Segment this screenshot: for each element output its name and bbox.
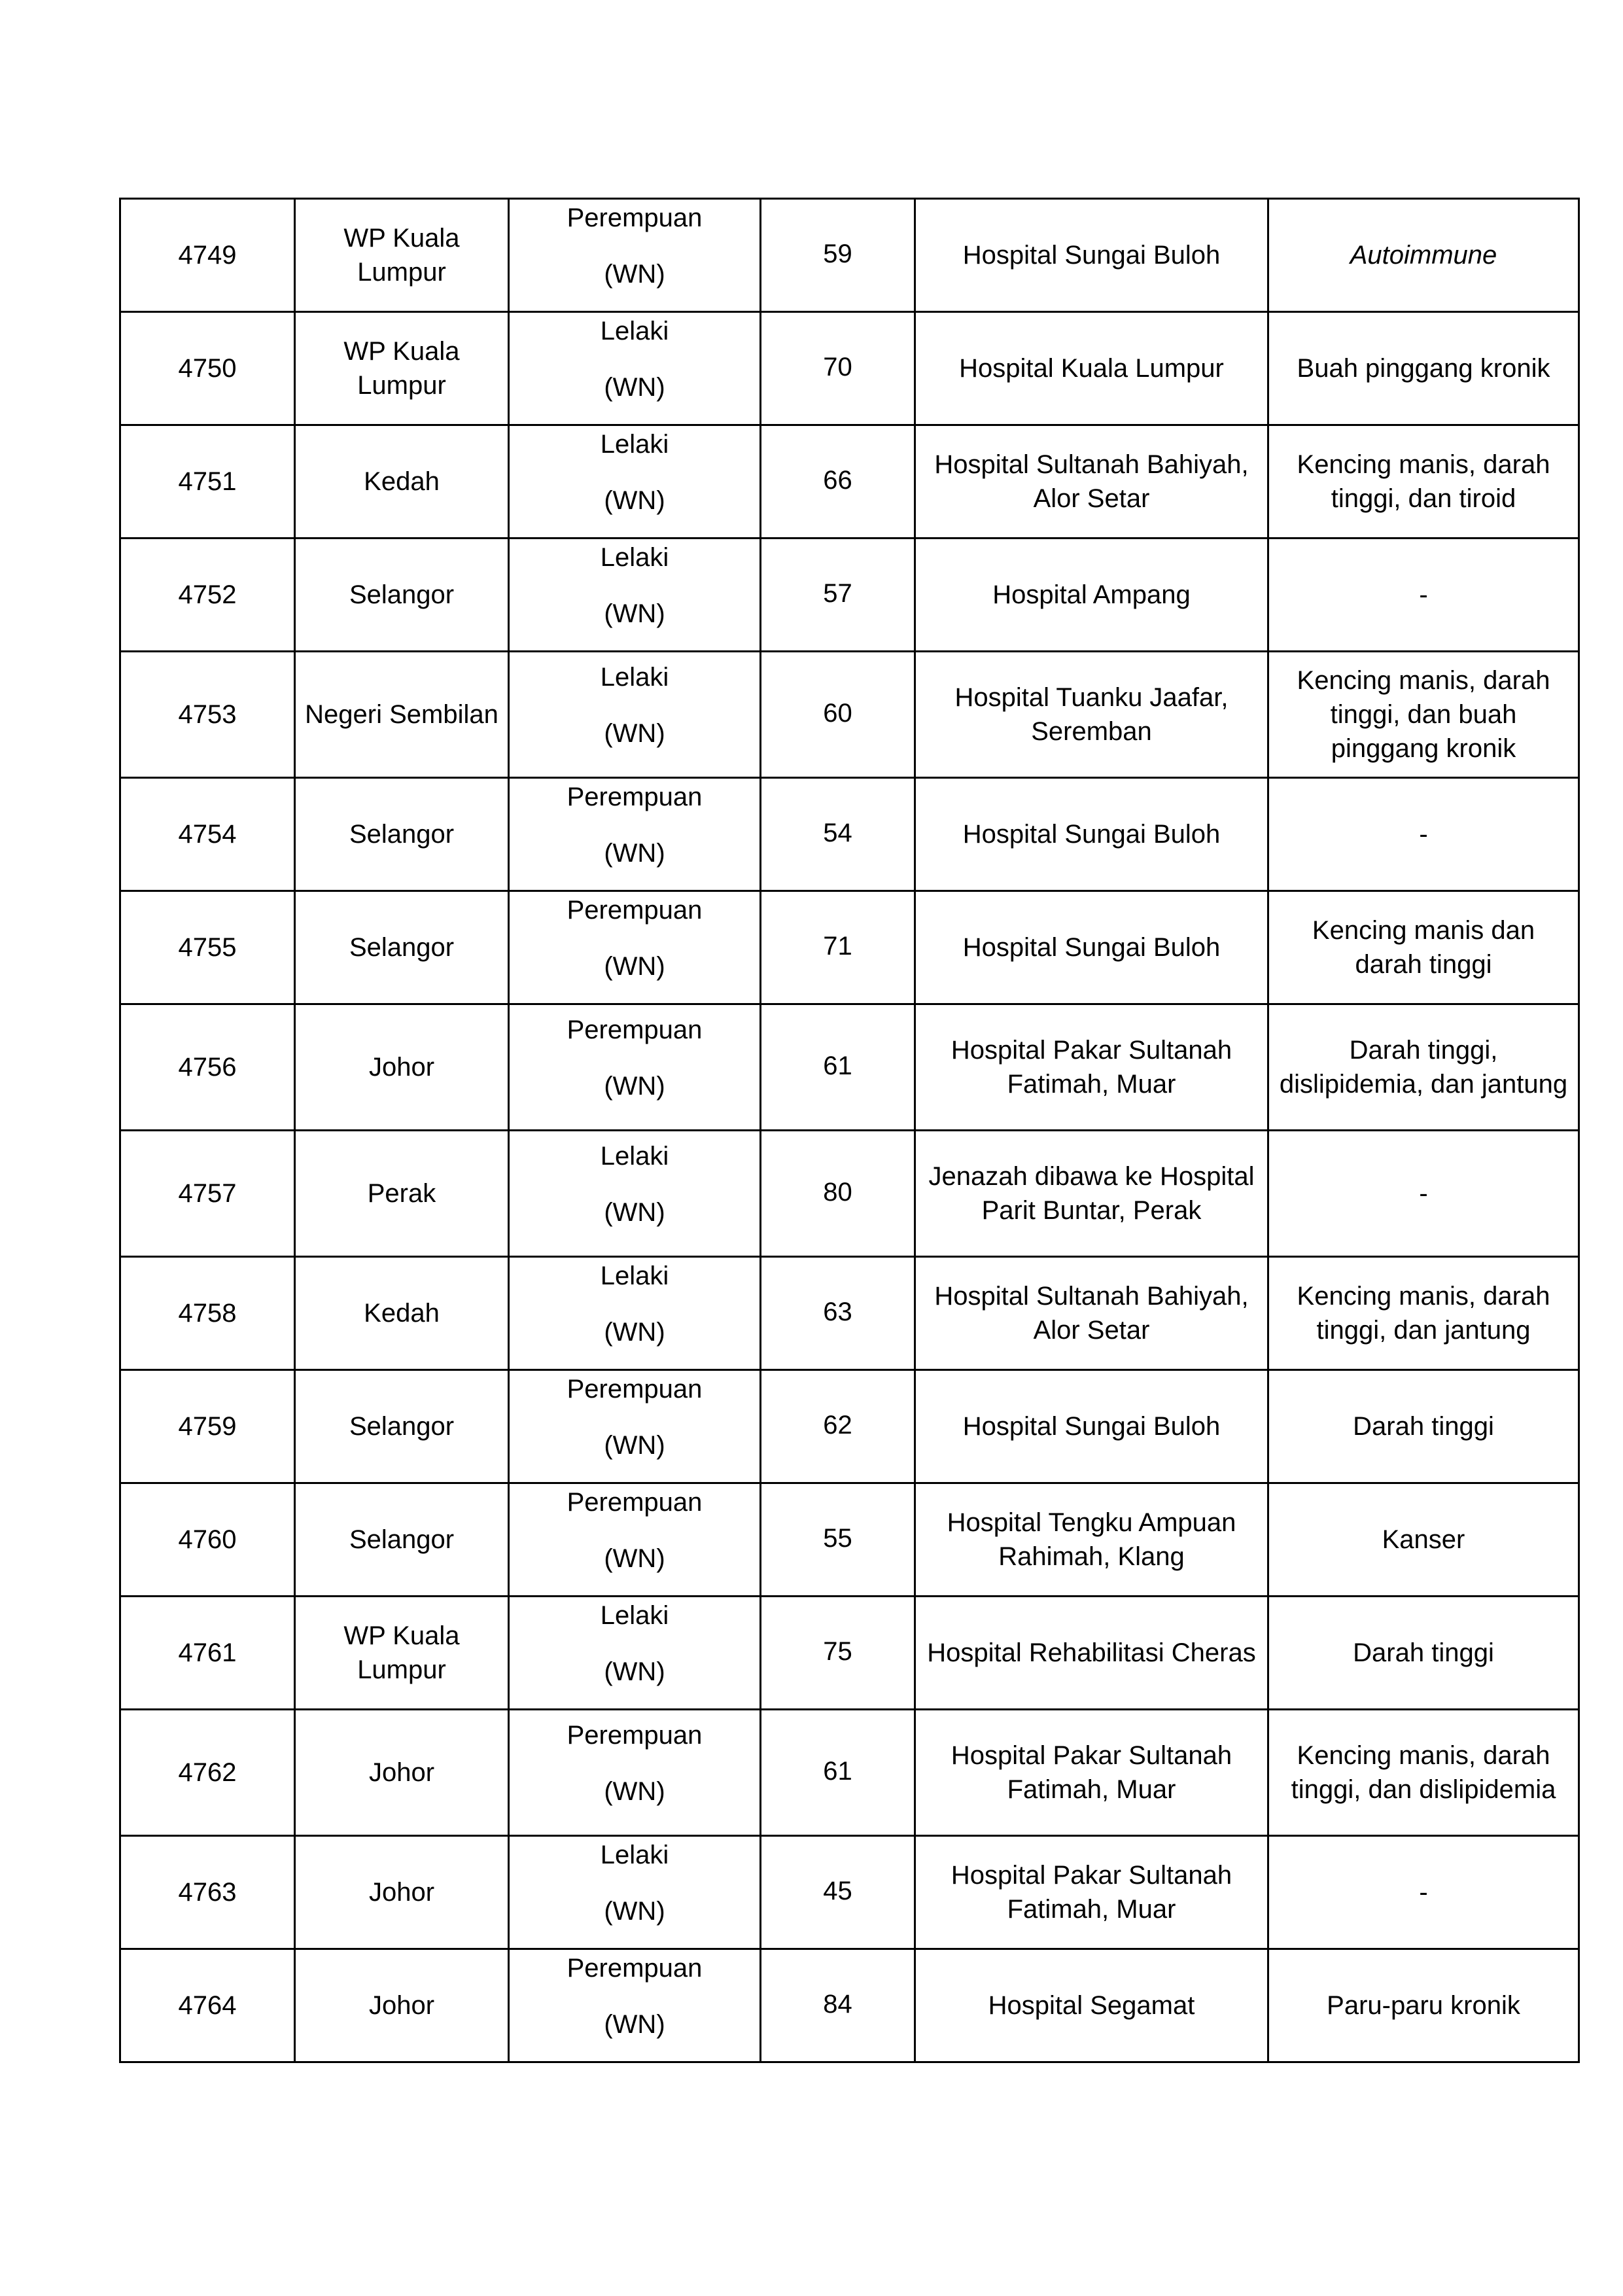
hospital-cell	[915, 1949, 1268, 2062]
case-number-text: 4754	[178, 820, 237, 849]
table-row	[120, 778, 1579, 891]
condition-cell	[1268, 1836, 1579, 1949]
state-cell	[295, 1483, 509, 1597]
state-text: Selangor	[349, 933, 455, 962]
state-cell	[295, 1370, 509, 1483]
condition-cell	[1268, 1597, 1579, 1710]
gender-label: Perempuan	[567, 1375, 703, 1404]
hospital-cell	[915, 1004, 1268, 1131]
case-number-cell	[120, 1597, 295, 1710]
case-number-text: 4761	[178, 1638, 237, 1667]
gender-cell	[509, 1370, 761, 1483]
gender-label: Perempuan	[567, 896, 703, 925]
state-cell	[295, 1004, 509, 1131]
age-text: 54	[823, 819, 852, 847]
state-cell	[295, 1710, 509, 1836]
nationality-label: (WN)	[604, 1431, 665, 1460]
condition-cell	[1268, 312, 1579, 425]
condition-text: Darah tinggi, dislipidemia, dan jantung	[1279, 1036, 1568, 1099]
hospital-cell	[915, 425, 1268, 539]
table-row	[120, 1131, 1579, 1257]
gender-cell	[509, 1597, 761, 1710]
gender-label: Perempuan	[567, 203, 703, 232]
state-text: Johor	[368, 1878, 435, 1907]
hospital-text: Hospital Ampang	[992, 580, 1191, 609]
hospital-cell	[915, 1483, 1268, 1597]
nationality-label: (WN)	[604, 1657, 665, 1686]
condition-cell	[1268, 778, 1579, 891]
table-row	[120, 1483, 1579, 1597]
gender-cell	[509, 1257, 761, 1370]
hospital-cell	[915, 891, 1268, 1004]
age-text: 66	[823, 466, 852, 495]
hospital-text: Hospital Pakar Sultanah Fatimah, Muar	[951, 1036, 1232, 1099]
state-text: WP Kuala Lumpur	[343, 224, 460, 287]
condition-cell	[1268, 1370, 1579, 1483]
case-number-cell	[120, 1836, 295, 1949]
hospital-text: Hospital Sungai Buloh	[962, 241, 1221, 270]
gender-cell	[509, 425, 761, 539]
gender-label: Lelaki	[600, 1601, 669, 1630]
state-cell	[295, 539, 509, 652]
condition-cell	[1268, 425, 1579, 539]
hospital-text: Hospital Sungai Buloh	[962, 933, 1221, 962]
condition-text: Buah pinggang kronik	[1297, 354, 1550, 383]
age-cell	[761, 1370, 915, 1483]
nationality-label: (WN)	[604, 719, 665, 748]
case-number-cell	[120, 891, 295, 1004]
state-cell	[295, 1949, 509, 2062]
gender-label: Lelaki	[600, 543, 669, 572]
gender-label: Perempuan	[567, 1721, 703, 1750]
condition-cell	[1268, 199, 1579, 312]
case-number-text: 4749	[178, 241, 237, 270]
case-number-text: 4757	[178, 1179, 237, 1208]
nationality-label: (WN)	[604, 1777, 665, 1806]
age-text: 59	[823, 239, 852, 268]
case-number-text: 4753	[178, 700, 237, 729]
gender-label: Lelaki	[600, 317, 669, 345]
gender-cell	[509, 1131, 761, 1257]
state-cell	[295, 778, 509, 891]
hospital-text: Hospital Segamat	[988, 1991, 1195, 2020]
state-cell	[295, 199, 509, 312]
hospital-cell	[915, 1836, 1268, 1949]
table-row	[120, 199, 1579, 312]
table-row	[120, 652, 1579, 778]
death-case-table	[119, 198, 1580, 2063]
age-cell	[761, 1710, 915, 1836]
condition-text: Kanser	[1382, 1525, 1465, 1554]
condition-text: Darah tinggi	[1353, 1638, 1494, 1667]
nationality-label: (WN)	[604, 1072, 665, 1101]
gender-cell	[509, 539, 761, 652]
nationality-label: (WN)	[604, 1318, 665, 1347]
age-cell	[761, 539, 915, 652]
case-number-text: 4750	[178, 354, 237, 383]
hospital-cell	[915, 1370, 1268, 1483]
hospital-cell	[915, 199, 1268, 312]
state-text: Selangor	[349, 580, 455, 609]
age-text: 71	[823, 932, 852, 961]
gender-cell	[509, 652, 761, 778]
hospital-text: Hospital Sultanah Bahiyah, Alor Setar	[934, 1282, 1249, 1345]
condition-cell	[1268, 1949, 1579, 2062]
case-number-text: 4760	[178, 1525, 237, 1554]
hospital-text: Hospital Rehabilitasi Cheras	[927, 1638, 1256, 1667]
gender-cell	[509, 199, 761, 312]
age-text: 61	[823, 1051, 852, 1080]
hospital-cell	[915, 312, 1268, 425]
age-cell	[761, 1131, 915, 1257]
condition-cell	[1268, 1257, 1579, 1370]
table-row	[120, 425, 1579, 539]
condition-cell	[1268, 1710, 1579, 1836]
age-text: 61	[823, 1757, 852, 1786]
state-text: WP Kuala Lumpur	[343, 1621, 460, 1684]
state-cell	[295, 1597, 509, 1710]
condition-text: Paru-paru kronik	[1327, 1991, 1520, 2020]
hospital-cell	[915, 778, 1268, 891]
age-cell	[761, 891, 915, 1004]
gender-cell	[509, 312, 761, 425]
case-number-cell	[120, 312, 295, 425]
nationality-label: (WN)	[604, 1897, 665, 1926]
nationality-label: (WN)	[604, 486, 665, 515]
case-number-text: 4764	[178, 1991, 237, 2020]
gender-label: Lelaki	[600, 1142, 669, 1171]
age-text: 70	[823, 353, 852, 381]
case-number-text: 4752	[178, 580, 237, 609]
condition-text: Kencing manis, darah tinggi, dan dislipidemia	[1291, 1741, 1556, 1804]
hospital-text: Jenazah dibawa ke Hospital Parit Buntar, Perak	[928, 1162, 1255, 1225]
hospital-cell	[915, 539, 1268, 652]
state-text: Selangor	[349, 820, 455, 849]
hospital-text: Hospital Sultanah Bahiyah, Alor Setar	[934, 450, 1249, 513]
table-row	[120, 312, 1579, 425]
table-body	[120, 199, 1579, 2062]
condition-cell	[1268, 539, 1579, 652]
condition-cell	[1268, 1483, 1579, 1597]
table-row	[120, 1836, 1579, 1949]
condition-text: -	[1419, 820, 1428, 849]
gender-label: Perempuan	[567, 1954, 703, 1983]
age-text: 75	[823, 1637, 852, 1666]
case-number-cell	[120, 425, 295, 539]
gender-label: Lelaki	[600, 430, 669, 459]
hospital-cell	[915, 1131, 1268, 1257]
condition-cell	[1268, 891, 1579, 1004]
case-number-cell	[120, 1257, 295, 1370]
hospital-text: Hospital Pakar Sultanah Fatimah, Muar	[951, 1861, 1232, 1924]
gender-cell	[509, 1710, 761, 1836]
age-text: 62	[823, 1411, 852, 1439]
age-cell	[761, 1836, 915, 1949]
age-cell	[761, 1949, 915, 2062]
gender-label: Perempuan	[567, 1488, 703, 1517]
state-text: Kedah	[364, 1299, 440, 1328]
state-cell	[295, 1131, 509, 1257]
age-text: 80	[823, 1178, 852, 1207]
case-number-cell	[120, 1004, 295, 1131]
age-cell	[761, 1597, 915, 1710]
age-cell	[761, 425, 915, 539]
state-text: Selangor	[349, 1412, 455, 1441]
case-number-cell	[120, 1483, 295, 1597]
state-cell	[295, 425, 509, 539]
table-row	[120, 1597, 1579, 1710]
gender-cell	[509, 1949, 761, 2062]
age-text: 60	[823, 699, 852, 728]
condition-text: -	[1419, 1179, 1428, 1208]
hospital-text: Hospital Pakar Sultanah Fatimah, Muar	[951, 1741, 1232, 1804]
state-text: Kedah	[364, 467, 440, 496]
nationality-label: (WN)	[604, 599, 665, 628]
condition-cell	[1268, 1004, 1579, 1131]
case-number-cell	[120, 1131, 295, 1257]
condition-text: Autoimmune	[1350, 241, 1497, 270]
table-row	[120, 1710, 1579, 1836]
case-number-text: 4759	[178, 1412, 237, 1441]
table-row	[120, 891, 1579, 1004]
state-text: Johor	[368, 1991, 435, 2020]
state-text: Negeri Sembilan	[305, 700, 498, 729]
nationality-label: (WN)	[604, 1544, 665, 1573]
nationality-label: (WN)	[604, 2010, 665, 2039]
age-cell	[761, 312, 915, 425]
gender-cell	[509, 1836, 761, 1949]
table-row	[120, 1004, 1579, 1131]
state-text: Selangor	[349, 1525, 455, 1554]
table-row	[120, 1257, 1579, 1370]
age-text: 55	[823, 1524, 852, 1553]
table-row	[120, 1949, 1579, 2062]
hospital-text: Hospital Sungai Buloh	[962, 820, 1221, 849]
gender-cell	[509, 1483, 761, 1597]
age-cell	[761, 778, 915, 891]
state-text: Johor	[368, 1758, 435, 1787]
state-text: Johor	[368, 1053, 435, 1082]
nationality-label: (WN)	[604, 260, 665, 289]
gender-cell	[509, 891, 761, 1004]
condition-cell	[1268, 1131, 1579, 1257]
age-text: 45	[823, 1877, 852, 1905]
nationality-label: (WN)	[604, 839, 665, 868]
table-row	[120, 1370, 1579, 1483]
case-number-cell	[120, 778, 295, 891]
hospital-cell	[915, 1257, 1268, 1370]
hospital-cell	[915, 1710, 1268, 1836]
hospital-cell	[915, 652, 1268, 778]
age-cell	[761, 652, 915, 778]
age-text: 84	[823, 1990, 852, 2019]
hospital-text: Hospital Tuanku Jaafar, Seremban	[954, 683, 1229, 746]
gender-label: Perempuan	[567, 783, 703, 811]
age-cell	[761, 1483, 915, 1597]
age-cell	[761, 1257, 915, 1370]
gender-label: Perempuan	[567, 1016, 703, 1044]
state-cell	[295, 1257, 509, 1370]
nationality-label: (WN)	[604, 373, 665, 402]
state-cell	[295, 1836, 509, 1949]
gender-cell	[509, 778, 761, 891]
condition-text: Kencing manis dan darah tinggi	[1312, 916, 1535, 979]
nationality-label: (WN)	[604, 1198, 665, 1227]
case-number-cell	[120, 539, 295, 652]
condition-text: Darah tinggi	[1353, 1412, 1494, 1441]
case-number-text: 4755	[178, 933, 237, 962]
age-text: 63	[823, 1298, 852, 1326]
hospital-text: Hospital Sungai Buloh	[962, 1412, 1221, 1441]
case-number-text: 4751	[178, 467, 237, 496]
age-cell	[761, 199, 915, 312]
condition-text: Kencing manis, darah tinggi, dan tiroid	[1297, 450, 1550, 513]
condition-text: Kencing manis, darah tinggi, dan buah pinggang kronik	[1297, 666, 1550, 763]
case-number-cell	[120, 652, 295, 778]
table-row	[120, 539, 1579, 652]
state-cell	[295, 652, 509, 778]
case-number-cell	[120, 199, 295, 312]
case-number-cell	[120, 1370, 295, 1483]
case-number-cell	[120, 1710, 295, 1836]
state-cell	[295, 312, 509, 425]
case-number-text: 4758	[178, 1299, 237, 1328]
state-text: WP Kuala Lumpur	[343, 337, 460, 400]
case-number-cell	[120, 1949, 295, 2062]
gender-cell	[509, 1004, 761, 1131]
condition-cell	[1268, 652, 1579, 778]
condition-text: -	[1419, 1878, 1428, 1907]
nationality-label: (WN)	[604, 952, 665, 981]
gender-label: Lelaki	[600, 1841, 669, 1869]
case-number-text: 4756	[178, 1053, 237, 1082]
hospital-cell	[915, 1597, 1268, 1710]
state-cell	[295, 891, 509, 1004]
age-cell	[761, 1004, 915, 1131]
condition-text: -	[1419, 580, 1428, 609]
condition-text: Kencing manis, darah tinggi, dan jantung	[1297, 1282, 1550, 1345]
case-number-text: 4763	[178, 1878, 237, 1907]
state-text: Perak	[367, 1179, 436, 1208]
gender-label: Lelaki	[600, 1262, 669, 1290]
gender-label: Lelaki	[600, 663, 669, 692]
case-number-text: 4762	[178, 1758, 237, 1787]
age-text: 57	[823, 579, 852, 608]
hospital-text: Hospital Kuala Lumpur	[959, 354, 1224, 383]
hospital-text: Hospital Tengku Ampuan Rahimah, Klang	[947, 1508, 1236, 1571]
